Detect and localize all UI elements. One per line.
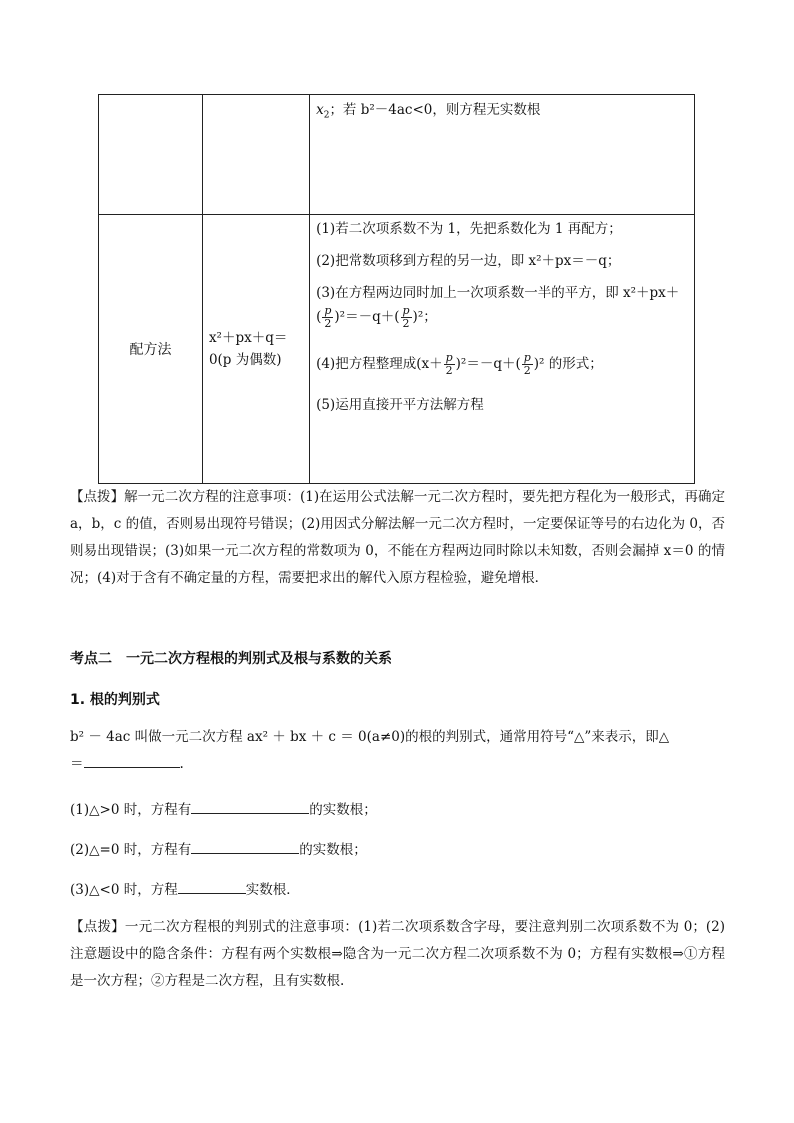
method-steps	[310, 215, 694, 415]
table-cell	[310, 95, 695, 215]
method-equation: x²＋px＋q＝ 0(p 为偶数)	[208, 330, 288, 368]
table-cell	[202, 95, 309, 215]
sub-title: 1. 根的判别式	[70, 692, 160, 708]
table-cell	[99, 95, 203, 215]
answer-blank[interactable]	[191, 799, 309, 814]
step-3-line1: (3)在方程两边同时加上一次项系数一半的平方，即 x²＋px＋	[316, 285, 680, 301]
answer-blank[interactable]	[191, 839, 299, 854]
formula-condition-text: $x_2$；若 b²－4ac<0，则方程无实数根	[316, 102, 541, 121]
table-cell	[99, 215, 203, 484]
fraction: $\frac{p}{2}$	[402, 304, 410, 330]
table-cell	[202, 215, 309, 484]
case-2: (2)△=0 时，方程有 的实数根；	[70, 838, 367, 858]
tip-paragraph-2: 【点拨】一元二次方程根的判别式的注意事项：(1)若二次项系数含字母，要注意判别二次项系数不为 0；(2)注意题设中的隐含条件：方程有两个实数根⇒隐含为一元二次方程二次项系数不为 0；方程有实数根⇒①方程是一次方程；②方程是二次方程，且有实数根.	[70, 919, 725, 989]
table-row	[99, 95, 695, 215]
table-row	[99, 215, 695, 484]
answer-blank[interactable]	[84, 753, 180, 768]
fraction: $\frac{p}{2}$	[324, 304, 332, 330]
step-3-line2: ( $\frac{p}{2}$ )²＝－q＋( $\frac{p}{2}$ )²；	[316, 304, 437, 330]
case-3: (3)△<0 时，方程 实数根．	[70, 878, 300, 898]
fraction: $\frac{p}{2}$	[445, 351, 453, 377]
step-4: (4)把方程整理成(x＋ $\frac{p}{2}$ )²＝－q＋( $\frac{p}{2}$ )² 的形式；	[316, 351, 603, 377]
fraction: $\frac{p}{2}$	[523, 351, 531, 377]
section-title: 考点二 一元二次方程根的判别式及根与系数的关系	[70, 651, 392, 667]
methods-table	[98, 94, 695, 484]
step-1: (1)若二次项系数不为 1，先把系数化为 1 再配方；	[316, 221, 622, 237]
table-cell	[310, 215, 695, 484]
case-1: (1)△>0 时，方程有 的实数根；	[70, 798, 377, 818]
method-name: 配方法	[129, 342, 172, 358]
discriminant-intro: b² － 4ac 叫做一元二次方程 ax² ＋ bx ＋ c ＝ 0(a≠0)的根的判别式，通常用符号“△”来表示，即△ ＝ .	[70, 729, 670, 772]
step-2: (2)把常数项移到方程的另一边，即 x²＋px＝－q；	[316, 253, 621, 269]
tip-paragraph-1: 【点拨】解一元二次方程的注意事项：(1)在运用公式法解一元二次方程时，要先把方程化为一般形式，再确定 a，b，c 的值，否则易出现符号错误；(2)用因式分解法解一元二次方程时，一定要保证等号的右边化为 0，否则易出现错误；(3)如果一元二次方程的常数项为 0，不能在方程两边同时除以未知数，否则会漏掉 x＝0 的情况；(4)对于含有不确定量的方程，需要把求出的解代入原方程检验，避免增根．	[70, 489, 725, 586]
step-5: (5)运用直接开平方法解方程	[316, 397, 484, 413]
answer-blank[interactable]	[178, 879, 246, 894]
